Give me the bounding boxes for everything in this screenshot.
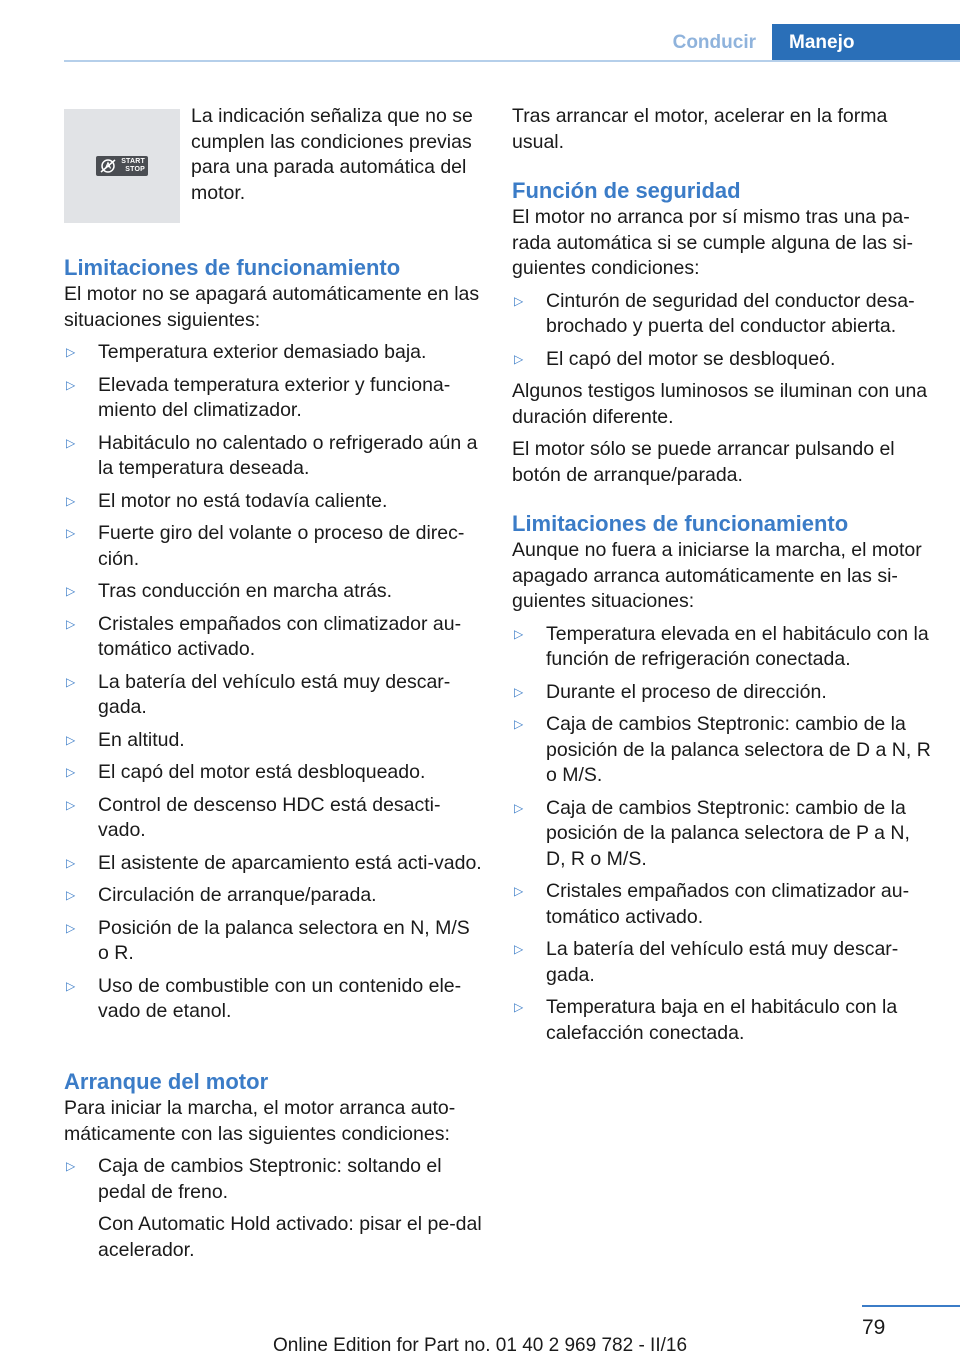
list-item [64,974,482,1025]
list-item [512,796,932,873]
list-item [512,712,932,789]
list-item [64,760,482,786]
bullet-triangle-icon: ▷ [66,616,76,631]
list-item [64,431,482,482]
bullet-triangle-icon: ▷ [66,765,76,779]
bullet-triangle-icon: ▷ [66,377,76,392]
bullet-triangle-icon: ▷ [514,942,524,956]
list-item-text: Cristales empañados con climatizador au-tomático activado. [98,612,462,660]
list-item-text: Uso de combustible con un contenido ele-vado de etanol. [98,974,462,1022]
bullet-triangle-icon: ▷ [66,1159,76,1173]
list-item [512,347,932,373]
list-item-text: Caja de cambios Steptronic: soltando el pedal de freno. [98,1155,442,1203]
bullet-triangle-icon: ▷ [514,626,524,641]
intro-text: Tras arrancar el motor, acelerar en la forma usual. [512,105,888,153]
bullet-triangle-icon: ▷ [66,920,76,935]
left-section-engine-start [64,1068,482,1263]
start-stop-label: START STOP [121,158,145,173]
list-item-text: Posición de la palanca selectora en N, M/S o R. [98,916,470,964]
bullet-triangle-icon: ▷ [66,855,76,870]
bullet-triangle-icon: ▷ [514,717,524,731]
list-item [64,851,482,877]
list-item [512,879,932,930]
header-divider [64,60,960,62]
bullet-triangle-icon: ▷ [66,732,76,747]
right-limitations-list [512,622,932,1047]
list-item-text: Caja de cambios Steptronic: cambio de la posición de la palanca selectora de P a N, D, R o M/S. [546,796,910,870]
list-item [512,622,932,673]
bullet-triangle-icon: ▷ [66,345,76,359]
list-item-text: Temperatura elevada en el habitáculo con la función de refrigeración conectada. [546,622,929,670]
bullet-triangle-icon: ▷ [66,797,76,812]
section-text: El motor no arranca por sí mismo tras una pa-rada automática si se cumple alguna de las si-guientes condiciones: [512,206,914,279]
limitations-list [64,340,482,1025]
bullet-triangle-icon: ▷ [66,435,76,450]
list-item [64,883,482,909]
list-item-text: La batería del vehículo está muy descar-gada. [546,938,899,986]
list-item [512,289,932,340]
list-item-text: La batería del vehículo está muy descar-gada. [98,670,451,718]
list-item-text: Control de descenso HDC está desacti-vado. [98,793,441,841]
list-item-text: Fuerte giro del volante o proceso de direc-ción. [98,522,465,570]
list-item-text: Cinturón de seguridad del conductor desa-brochado y puerta del conductor abierta. [546,289,915,337]
list-item-text: Tras conducción en marcha atrás. [98,580,393,602]
section-title: Limitaciones de funcionamiento [64,255,401,280]
section-text: Para iniciar la marcha, el motor arranca auto-máticamente con las siguientes condiciones: [64,1097,456,1145]
bullet-triangle-icon: ▷ [66,888,76,902]
bullet-triangle-icon: ▷ [514,884,524,898]
list-item [64,489,482,515]
list-item-text: Caja de cambios Steptronic: cambio de la posición de la palanca selectora de D a N, R o M/S. [546,713,931,786]
indicator-description: La indicación señaliza que no se cumplen las condiciones previas para una parada automática del motor. [191,105,473,204]
header-tabs [655,24,960,61]
list-item-text: El capó del motor se desbloqueó. [546,347,836,370]
list-item-text: Habitáculo no calentado o refrigerado aún a la temperatura deseada. [98,431,478,479]
bullet-triangle-icon: ▷ [514,1000,524,1014]
list-item [512,680,932,706]
bullet-triangle-icon: ▷ [66,526,76,540]
list-item-text: En altitud. [98,728,185,751]
left-section-limitations [64,254,482,1025]
bullet-triangle-icon: ▷ [514,351,524,366]
list-item-text: Durante el proceso de dirección. [546,680,827,703]
page-number: 79 [862,1316,886,1339]
list-item [64,793,482,844]
after-text-2: El motor sólo se puede arrancar pulsando el botón de arranque/parada. [512,438,895,486]
list-item-text: Temperatura exterior demasiado baja. [98,341,427,363]
bullet-triangle-icon: ▷ [66,584,76,598]
right-column [512,104,932,1046]
section-title: Arranque del motor [64,1069,269,1094]
section-title: Función de seguridad [512,178,741,203]
section-title: Limitaciones de funcionamiento [512,511,849,536]
list-item [64,612,482,663]
start-stop-icon [96,156,148,176]
engine-start-list [64,1154,482,1205]
section-text: El motor no se apagará automáticamente en las situaciones siguientes: [64,283,480,331]
bullet-triangle-icon: ▷ [514,800,524,815]
bullet-triangle-icon: ▷ [514,293,524,308]
after-text-1: Algunos testigos luminosos se iluminan con una duración diferente. [512,380,928,428]
list-item-text: El asistente de aparcamiento está acti-vado. [98,851,482,874]
list-item-text: Circulación de arranque/parada. [98,884,377,906]
tab-manejo[interactable]: Manejo [772,24,960,61]
list-item [64,1154,482,1205]
list-item-text: Cristales empañados con climatizador au-tomático activado. [546,880,910,928]
list-item-text: El motor no está todavía caliente. [98,489,388,512]
edition-footer: Online Edition for Part no. 01 40 2 969 782 - II/16 [272,1335,688,1356]
list-item [64,579,482,605]
list-item-text: El capó del motor está desbloqueado. [98,761,426,783]
list-item [64,340,482,366]
safety-list [512,289,932,373]
bullet-triangle-icon: ▷ [66,493,76,508]
list-item-text: Temperatura baja en el habitáculo con la calefacción conectada. [546,996,898,1044]
auto-a-icon [99,158,119,174]
list-item [512,995,932,1046]
list-item [512,937,932,988]
bullet-triangle-icon: ▷ [66,978,76,993]
list-item-text: Elevada temperatura exterior y funciona-miento del climatizador. [98,373,451,421]
list-item [64,728,482,754]
list-item [64,916,482,967]
list-item [64,670,482,721]
bullet-triangle-icon: ▷ [514,684,524,699]
sub-text: Con Automatic Hold activado: pisar el pe-dal acelerador. [98,1213,482,1261]
start-stop-indicator-image [64,109,180,223]
section-text: Aunque no fuera a iniciarse la marcha, el motor apagado arranca automáticamente en las si-guientes situaciones: [512,539,922,612]
tab-conducir[interactable]: Conducir [655,24,772,61]
bullet-triangle-icon: ▷ [66,674,76,689]
list-item [64,373,482,424]
footer-divider [862,1305,960,1307]
list-item [64,521,482,572]
